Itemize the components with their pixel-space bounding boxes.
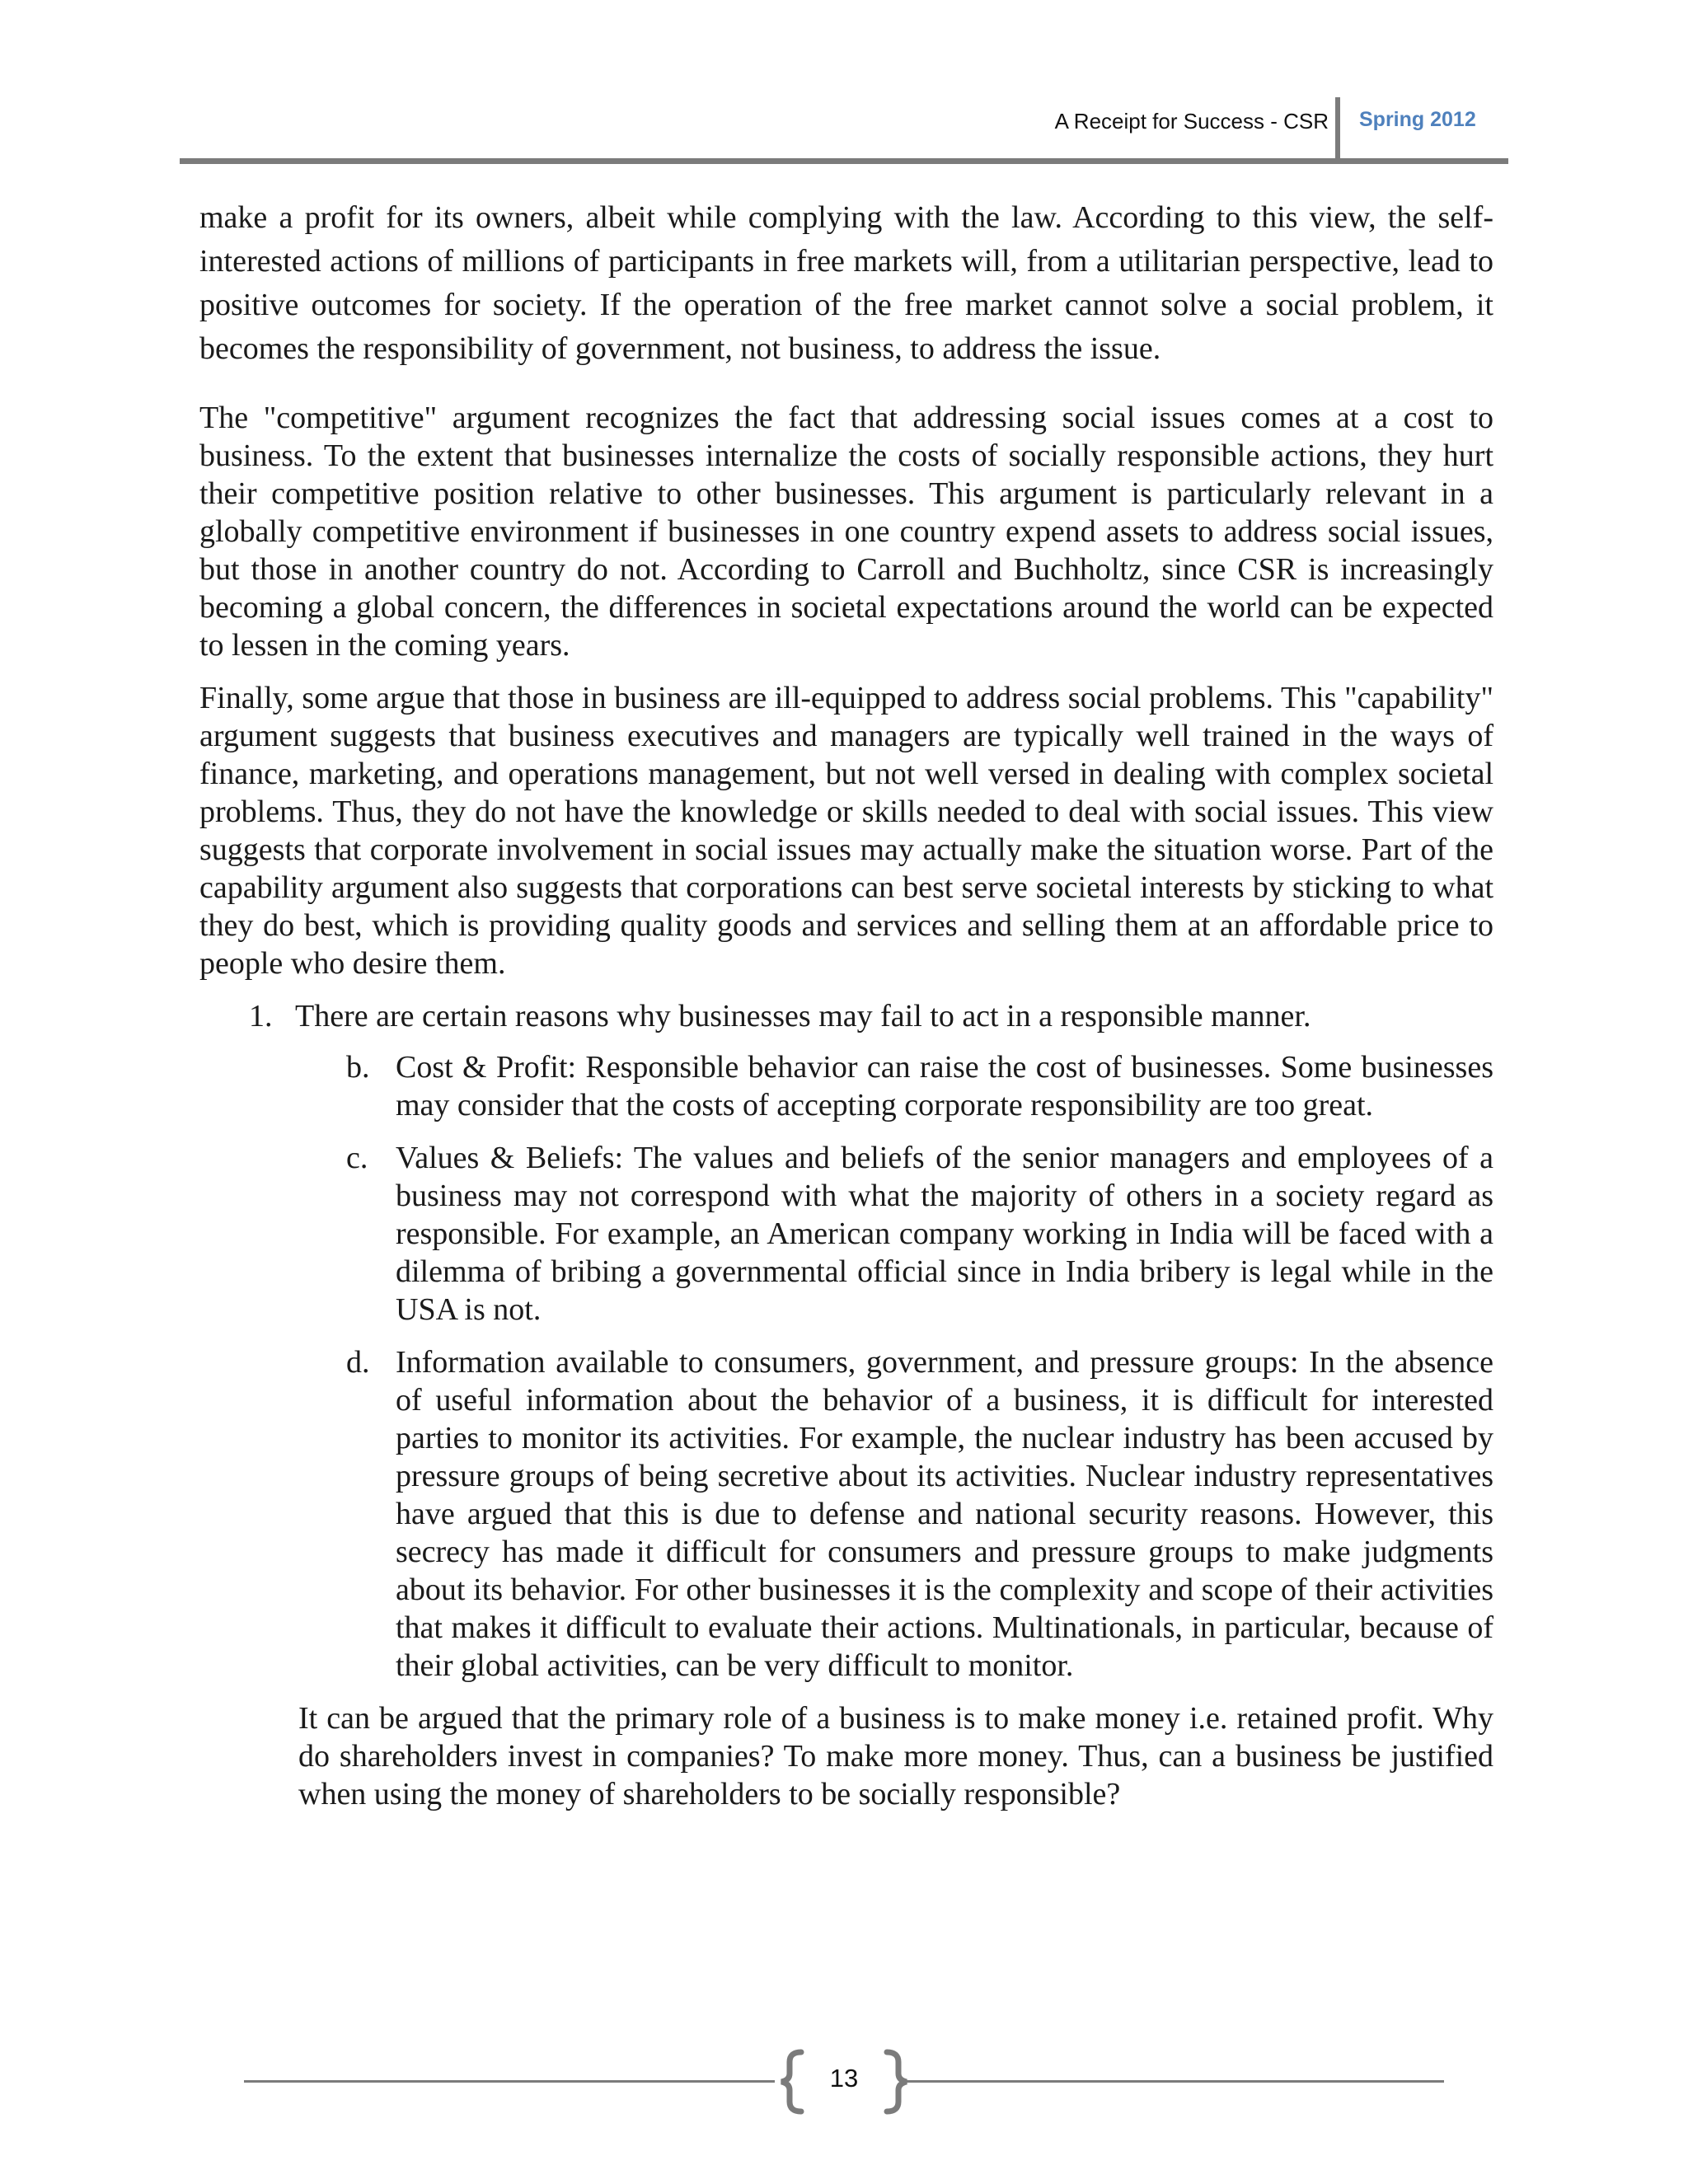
sub-item-marker: d. <box>346 1345 370 1380</box>
sub-item-marker: b. <box>346 1050 370 1085</box>
sub-item-text: Values & Beliefs: The values and beliefs of the senior managers and employees of a business may not correspond with what the majority of others in a society regard as responsible. For example, an American company working in India will be faced with a dilemma of bribing a governmental official since in India bribery is legal while in the USA is not. <box>396 1141 1493 1327</box>
paragraph-competitive-argument: The "competitive" argument recognizes the fact that addressing social issues comes at a cost to business. To the extent that businesses internalize the costs of socially responsible actions, they hurt their competitive position relative to other businesses. This argument is particularly relevant in a globally competitive environment if businesses in one country expend assets to address social issues, but those in another country do not. According to Carroll and Buchholtz, since CSR is increasingly becoming a global concern, the differences in societal expectations around the world can be expected to lessen in the coming years. <box>199 401 1493 663</box>
sub-item-marker: c. <box>346 1141 368 1175</box>
header-rule <box>180 158 1508 164</box>
sub-item-information <box>346 1343 1493 1685</box>
page-body <box>199 196 1493 1813</box>
footer-rule-left <box>244 2080 775 2083</box>
list-number: 1. <box>249 999 273 1033</box>
paragraph-free-market: make a profit for its owners, albeit while complying with the law. According to this view, the self-interested actions of millions of participants in free markets will, from a utilitarian perspective, lead to positive outcomes for society. If the operation of the free market cannot solve a social problem, it becomes the responsibility of government, not business, to address the issue. <box>199 200 1493 366</box>
sub-item-cost-profit <box>346 1048 1493 1124</box>
header-title: A Receipt for Success - CSR <box>1054 109 1329 134</box>
page-footer <box>244 2049 1444 2115</box>
sub-item-values-beliefs <box>346 1139 1493 1329</box>
sub-item-text: Information available to consumers, government, and pressure groups: In the absence of useful information about the behavior of a business, it is difficult for interested parties to monitor its activities. For example, the nuclear industry has been accused by pressure groups of being secretive about its activities. Nuclear industry representatives have argued that this is due to defense and national security reasons. However, this secrecy has made it difficult for consumers and pressure groups to make judgments about its behavior. For other businesses it is the complexity and scope of their activities that makes it difficult to evaluate their actions. Multinationals, in particular, because of their global activities, can be very difficult to monitor. <box>396 1345 1493 1683</box>
footer-rule-right <box>905 2080 1444 2083</box>
list-item-text: There are certain reasons why businesses may fail to act in a responsible manner. <box>295 999 1311 1033</box>
page-header <box>180 97 1508 163</box>
header-term: Spring 2012 <box>1359 108 1476 131</box>
paragraph-capability-argument: Finally, some argue that those in business are ill-equipped to address social problems. This "capability" argument suggests that business executives and managers are typically well trained in the ways of finance, marketing, and operations management, but not well versed in dealing with complex societal problems. Thus, they do not have the knowledge or skills needed to deal with social issues. This view suggests that corporate involvement in social issues may actually make the situation worse. Part of the capability argument also suggests that corporations can best serve societal interests by sticking to what they do best, which is providing quality goods and services and selling them at an affordable price to people who desire them. <box>199 681 1493 981</box>
sub-item-text: Cost & Profit: Responsible behavior can raise the cost of businesses. Some businesses may consider that the costs of accepting corporate responsibility are too great. <box>396 1050 1493 1122</box>
numbered-list-item <box>249 997 1493 1035</box>
header-vertical-divider <box>1335 97 1340 158</box>
page-number: 13 <box>829 2064 859 2093</box>
closing-paragraph: It can be argued that the primary role of a business is to make money i.e. retained profit. Why do shareholders invest in companies? To make more money. Thus, can a business be justified when using the money of shareholders to be socially responsible? <box>298 1701 1493 1811</box>
